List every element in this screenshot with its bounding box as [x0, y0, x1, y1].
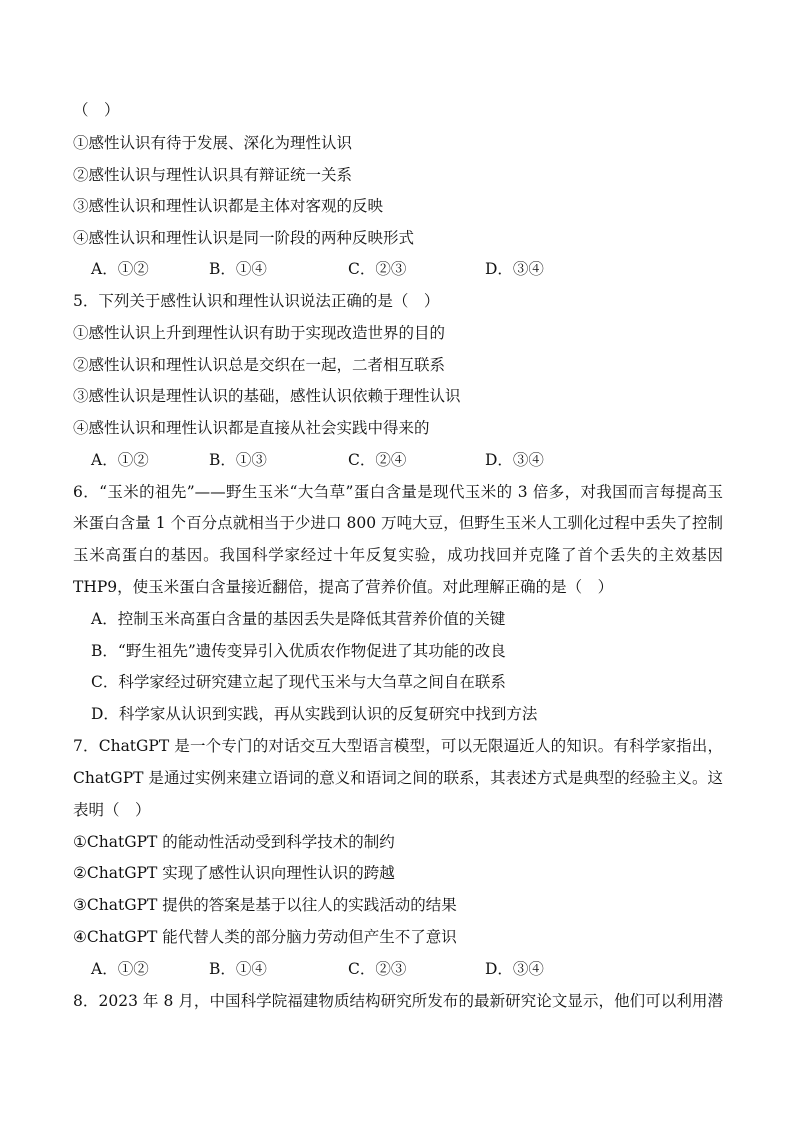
q6-stem-line-2: 米蛋白含量 1 个百分点就相当于少进口 800 万吨大豆，但野生玉米人工驯化过程中丢失了控制: [73, 514, 723, 532]
q4-statement-2: ②感性认识与理性认识具有辩证统一关系: [73, 166, 353, 184]
q5-option-c[interactable]: C．②④: [348, 451, 407, 469]
q4-option-b[interactable]: B．①④: [209, 260, 267, 278]
q6-stem-line-1: 6．“玉米的祖先”——野生玉米“大刍草”蛋白含量是现代玉米的 3 倍多，对我国而言每提高玉: [73, 483, 723, 501]
q7-stem-line-2: ChatGPT 是通过实例来建立语词的意义和语词之间的联系，其表述方式是典型的经验主义。这: [73, 769, 723, 787]
q7-option-a[interactable]: A．①②: [91, 960, 149, 978]
q4-option-a[interactable]: A．①②: [91, 260, 149, 278]
q4-statement-4: ④感性认识和理性认识是同一阶段的两种反映形式: [73, 229, 415, 247]
q7-stem-line-3: 表明（ ）: [73, 801, 151, 819]
q5-statement-1: ①感性认识上升到理性认识有助于实现改造世界的目的: [73, 324, 446, 342]
q5-option-a[interactable]: A．①②: [91, 451, 149, 469]
q7-option-b[interactable]: B．①④: [209, 960, 267, 978]
q4-statement-3: ③感性认识和理性认识都是主体对客观的反映: [73, 197, 384, 215]
q7-statement-1: ①ChatGPT 的能动性活动受到科学技术的制约: [73, 833, 395, 851]
q5-stem: 5．下列关于感性认识和理性认识说法正确的是（ ）: [73, 292, 440, 310]
q6-stem-line-4: THP9，使玉米蛋白含量接近翻倍，提高了营养价值。对此理解正确的是（ ）: [73, 578, 614, 596]
q6-option-a[interactable]: A．控制玉米高蛋白含量的基因丢失是降低其营养价值的关键: [91, 610, 506, 628]
q7-statement-4: ④ChatGPT 能代替人类的部分脑力劳动但产生不了意识: [73, 928, 457, 946]
q7-stem-line-1: 7．ChatGPT 是一个专门的对话交互大型语言模型，可以无限逼近人的知识。有科学家指出，: [73, 737, 723, 755]
q5-option-d[interactable]: D．③④: [485, 451, 544, 469]
q4-option-d[interactable]: D．③④: [485, 260, 544, 278]
q7-statement-2: ②ChatGPT 实现了感性认识向理性认识的跨越: [73, 864, 395, 882]
q5-option-b[interactable]: B．①③: [209, 451, 267, 469]
q4-option-c[interactable]: C．②③: [348, 260, 407, 278]
q8-stem-line-1: 8．2023 年 8 月，中国科学院福建物质结构研究所发布的最新研究论文显示，他们可以利用潜: [73, 992, 723, 1010]
q6-option-c[interactable]: C．科学家经过研究建立起了现代玉米与大刍草之间自在联系: [91, 673, 506, 691]
q4-statement-1: ①感性认识有待于发展、深化为理性认识: [73, 134, 353, 152]
q6-option-d[interactable]: D．科学家从认识到实践，再从实践到认识的反复研究中找到方法: [91, 705, 538, 723]
q5-statement-4: ④感性认识和理性认识都是直接从社会实践中得来的: [73, 419, 430, 437]
q7-option-d[interactable]: D．③④: [485, 960, 544, 978]
q7-option-c[interactable]: C．②③: [348, 960, 407, 978]
q4-stem-tail: （ ）: [73, 101, 120, 119]
q6-option-b[interactable]: B．“野生祖先”遗传变异引入优质农作物促进了其功能的改良: [91, 642, 506, 660]
q6-stem-line-3: 玉米高蛋白的基因。我国科学家经过十年反复实验，成功找回并克隆了首个丢失的主效基因: [73, 546, 723, 564]
q7-statement-3: ③ChatGPT 提供的答案是基于以往人的实践活动的结果: [73, 896, 457, 914]
q5-statement-3: ③感性认识是理性认识的基础，感性认识依赖于理性认识: [73, 387, 461, 405]
q5-statement-2: ②感性认识和理性认识总是交织在一起，二者相互联系: [73, 356, 446, 374]
